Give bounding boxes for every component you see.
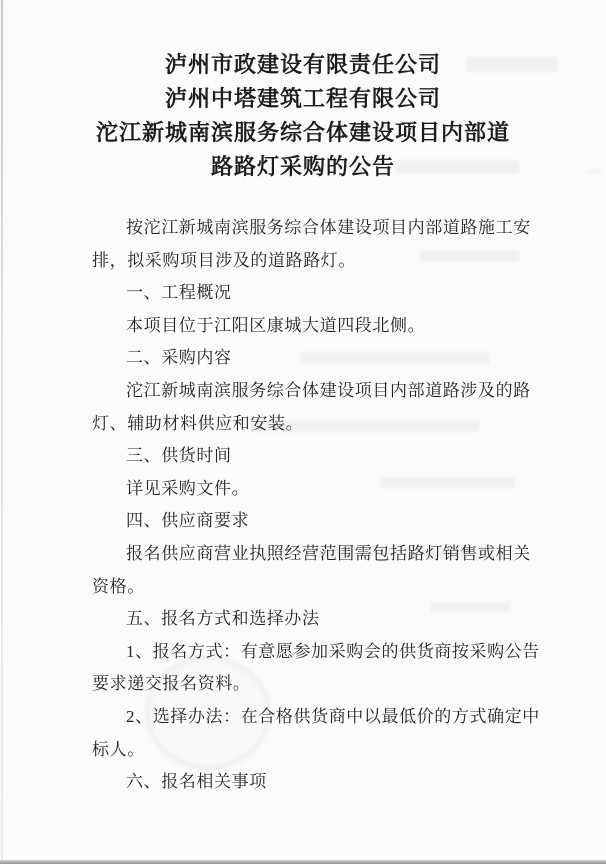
body-text-line: 2、选择办法：在合格供货商中以最低价的方式确定中 <box>126 706 540 726</box>
body-text-line: 1、报名方式：有意愿参加采购会的供货商按采购公告 <box>126 641 540 661</box>
body-text-line: 沱江新城南滨服务综合体建设项目内部道路涉及的路 <box>126 380 531 400</box>
section-heading: 二、采购内容 <box>126 348 232 368</box>
body-text-line: 灯、辅助材料供应和安装。 <box>92 413 304 433</box>
body-text-line: 报名供应商营业执照经营范围需包括路灯销售或相关 <box>126 543 531 563</box>
section-heading: 六、报名相关事项 <box>126 772 267 792</box>
body-text-line: 要求递交报名资料。 <box>92 674 251 694</box>
page-edge-bottom <box>0 860 606 864</box>
page-edge-left <box>1 0 3 864</box>
section-heading: 四、供应商要求 <box>126 511 250 531</box>
document-body <box>92 212 540 799</box>
document-title-line: 泸州市政建设有限责任公司 <box>164 52 441 77</box>
section-heading: 五、报名方式和选择办法 <box>126 609 320 629</box>
body-text-line: 资格。 <box>92 576 145 596</box>
document-title-line: 泸州中塔建筑工程有限公司 <box>164 86 441 111</box>
document-title-line: 路路灯采购的公告 <box>210 154 395 179</box>
body-text-line: 详见采购文件。 <box>126 478 250 498</box>
section-heading: 三、供货时间 <box>126 446 232 466</box>
body-text-line: 按沱江新城南滨服务综合体建设项目内部道路施工安 <box>126 218 531 237</box>
document-title <box>40 48 566 184</box>
body-text-line: 本项目位于江阳区康城大道四段北侧。 <box>126 315 426 335</box>
section-heading: 一、工程概况 <box>126 283 232 303</box>
body-text-line: 排，拟采购项目涉及的道路路灯。 <box>92 250 356 270</box>
bleed-through-artifact <box>586 170 602 173</box>
document-title-line: 沱江新城南滨服务综合体建设项目内部道 <box>95 120 510 145</box>
body-text-line: 标人。 <box>92 739 145 759</box>
